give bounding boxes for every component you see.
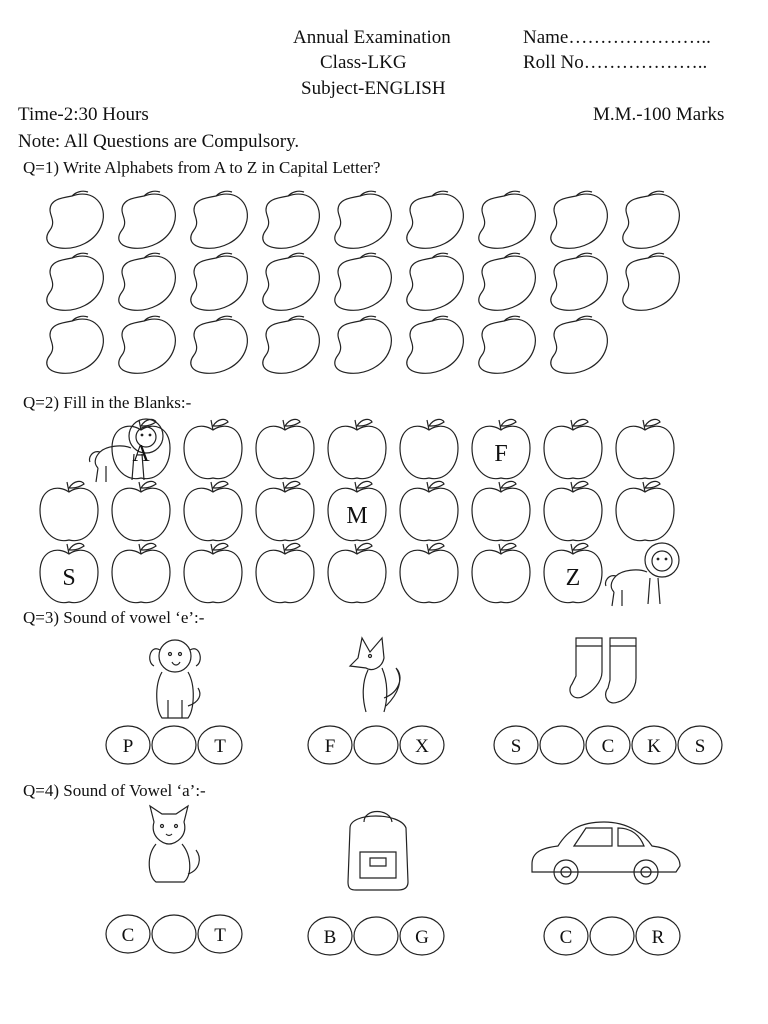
circle-letter: G: [415, 927, 429, 948]
apple-box[interactable]: [256, 481, 314, 540]
letter-circle: [494, 726, 538, 764]
car-icon: [532, 822, 680, 884]
apple-grid: [40, 419, 679, 606]
letter-circles: [494, 726, 722, 764]
letter-circle: [198, 726, 242, 764]
blank-circle[interactable]: [540, 726, 584, 764]
apple-box[interactable]: [112, 419, 170, 478]
blank-circle[interactable]: [590, 917, 634, 955]
letter-circles: [106, 726, 242, 764]
letter-circle: [198, 915, 242, 953]
mango-box[interactable]: [335, 191, 392, 248]
apple-box[interactable]: [184, 481, 242, 540]
letter-circle: [586, 726, 630, 764]
mango-box[interactable]: [47, 316, 104, 373]
circle-letter: X: [415, 736, 429, 757]
roll-field: Roll No………………..: [523, 52, 708, 73]
letter-circle: [106, 915, 150, 953]
circle-letter: C: [121, 925, 135, 946]
apple-letter: A: [132, 441, 150, 467]
fox-icon: [350, 638, 400, 712]
lion-icon: [89, 419, 163, 482]
q3-items: [106, 638, 722, 764]
apple-box[interactable]: [112, 481, 170, 540]
mango-box[interactable]: [551, 191, 608, 248]
class-label: Class-LKG: [320, 52, 407, 73]
blank-circle[interactable]: [152, 726, 196, 764]
mango-box[interactable]: [479, 191, 536, 248]
apple-box[interactable]: [40, 481, 98, 540]
circle-letter: P: [122, 736, 134, 757]
letter-circle: [400, 917, 444, 955]
note-text: Note: All Questions are Compulsory.: [18, 131, 300, 152]
cat-icon: [149, 806, 199, 882]
q4-items: [106, 806, 680, 955]
apple-box[interactable]: [328, 419, 386, 478]
apple-box[interactable]: [328, 481, 386, 540]
apple-letter: F: [494, 441, 508, 467]
mango-box[interactable]: [479, 253, 536, 310]
mango-box[interactable]: [407, 316, 464, 373]
apple-box[interactable]: [472, 419, 530, 478]
mango-box[interactable]: [623, 191, 680, 248]
circle-letter: S: [510, 736, 522, 757]
dog-icon: [150, 640, 201, 718]
lion-icon: [605, 543, 679, 606]
mango-box[interactable]: [263, 316, 320, 373]
apple-box[interactable]: [544, 419, 602, 478]
mango-box[interactable]: [407, 253, 464, 310]
apple-box[interactable]: [328, 543, 386, 602]
q4-label: Q=4) Sound of Vowel ‘a’:-: [23, 781, 206, 800]
apple-box[interactable]: [400, 419, 458, 478]
q2-label: Q=2) Fill in the Blanks:-: [23, 393, 192, 412]
apple-box[interactable]: [616, 481, 674, 540]
mango-box[interactable]: [263, 191, 320, 248]
circle-letter: T: [214, 736, 226, 757]
apple-box[interactable]: [112, 543, 170, 602]
exam-title: Annual Examination: [293, 27, 451, 48]
circle-letter: T: [214, 925, 226, 946]
subject-label: Subject-ENGLISH: [301, 78, 446, 99]
circle-letter: F: [324, 736, 336, 757]
mango-box[interactable]: [191, 253, 248, 310]
circle-letter: K: [647, 736, 661, 757]
apple-box[interactable]: [400, 543, 458, 602]
apple-box[interactable]: [544, 543, 602, 602]
q3-label: Q=3) Sound of vowel ‘e’:-: [23, 608, 205, 627]
apple-box[interactable]: [184, 543, 242, 602]
circle-letter: S: [694, 736, 706, 757]
mango-box[interactable]: [191, 316, 248, 373]
socks-icon: [570, 638, 636, 703]
mango-box[interactable]: [119, 253, 176, 310]
letter-circle: [544, 917, 588, 955]
mango-box[interactable]: [479, 316, 536, 373]
blank-circle[interactable]: [152, 915, 196, 953]
circle-letter: B: [323, 927, 337, 948]
apple-letter: M: [346, 503, 368, 529]
mango-box[interactable]: [551, 253, 608, 310]
letter-circle: [106, 726, 150, 764]
circle-letter: R: [651, 927, 665, 948]
name-field: Name…………………..: [523, 27, 711, 48]
mango-box[interactable]: [119, 191, 176, 248]
apple-letter: Z: [565, 565, 581, 591]
letter-circles: [544, 917, 680, 955]
letter-circle: [400, 726, 444, 764]
mango-box[interactable]: [335, 253, 392, 310]
blank-circle[interactable]: [354, 917, 398, 955]
letter-circles: [106, 915, 242, 953]
mango-box[interactable]: [551, 316, 608, 373]
bag-icon: [348, 812, 408, 891]
mango-grid: [47, 191, 680, 373]
mango-box[interactable]: [263, 253, 320, 310]
circle-letter: C: [559, 927, 573, 948]
mango-box[interactable]: [335, 316, 392, 373]
apple-box[interactable]: [472, 543, 530, 602]
mango-box[interactable]: [47, 191, 104, 248]
q1-label: Q=1) Write Alphabets from A to Z in Capital Letter?: [23, 158, 381, 177]
apple-box[interactable]: [616, 419, 674, 478]
mango-box[interactable]: [119, 316, 176, 373]
letter-circle: [678, 726, 722, 764]
marks-label: M.M.-100 Marks: [593, 104, 725, 125]
letter-circles: [308, 917, 444, 955]
mango-box[interactable]: [191, 191, 248, 248]
apple-box[interactable]: [40, 543, 98, 602]
circle-letter: C: [601, 736, 615, 757]
mango-box[interactable]: [407, 191, 464, 248]
letter-circle: [308, 917, 352, 955]
apple-box[interactable]: [184, 419, 242, 478]
apple-box[interactable]: [400, 481, 458, 540]
mango-box[interactable]: [47, 253, 104, 310]
letter-circle: [632, 726, 676, 764]
letter-circle: [636, 917, 680, 955]
apple-letter: S: [62, 565, 76, 591]
apple-box[interactable]: [256, 543, 314, 602]
apple-box[interactable]: [544, 481, 602, 540]
letter-circles: [308, 726, 444, 764]
time-label: Time-2:30 Hours: [18, 104, 149, 125]
letter-circle: [308, 726, 352, 764]
apple-box[interactable]: [472, 481, 530, 540]
mango-box[interactable]: [623, 253, 680, 310]
apple-box[interactable]: [256, 419, 314, 478]
blank-circle[interactable]: [354, 726, 398, 764]
